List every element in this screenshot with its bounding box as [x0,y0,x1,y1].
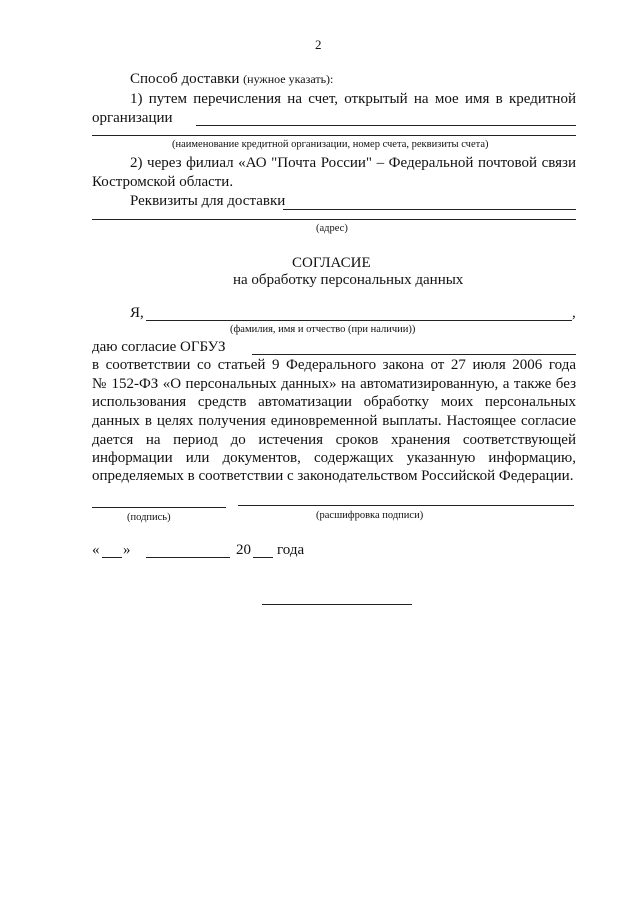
date-open-quote: « [92,542,100,558]
date-month-field[interactable] [146,557,230,558]
signature-decoding-caption: (расшифровка подписи) [316,510,424,521]
consent-subtitle: на обработку персональных данных [233,272,464,288]
consent-body-line: информации или документов, содержащих указанную информацию, [92,450,576,466]
date-close-quote: » [123,542,131,558]
consent-body-line: использования средств автоматизации обработку моих персональных [92,394,576,410]
bank-caption: (наименование кредитной организации, номер счета, реквизиты счета) [172,139,489,150]
signature-decoding-field[interactable] [238,505,574,506]
signature-caption: (подпись) [127,512,171,523]
organization-field[interactable] [252,354,576,355]
consent-body-line: в соответствии со статьей 9 Федерального закона от 27 июля 2006 года [92,357,576,373]
address-caption: (адрес) [316,223,348,234]
date-year-suffix: года [277,542,305,558]
delivery-heading [130,72,333,87]
delivery-option-1: 1) путем перечисления на счет, открытый на мое имя в кредитной [130,91,576,107]
full-name-field[interactable] [146,320,572,321]
consent-organization-label: даю согласие ОГБУЗ [92,339,226,355]
consent-title: СОГЛАСИЕ [292,255,371,271]
delivery-heading-text: Способ доставки [130,71,240,87]
date-year-field[interactable] [253,557,273,558]
consent-body-line: определяемых в соответствии с законодательством Российской Федерации. [92,468,574,484]
delivery-option-2-region: Костромской области. [92,174,234,190]
delivery-details-field[interactable] [283,209,576,210]
consent-body-line: № 152-ФЗ «О персональных данных» на автоматизированную, а также без [92,376,576,392]
delivery-option-2: 2) через филиал «АО "Почта России" – Федеральной почтовой связи [130,155,576,171]
signature-field[interactable] [92,507,226,508]
consent-body-line: дается на период до истечения сроков хранения соответствующей [92,432,576,448]
consent-i-label: Я, [130,305,144,321]
page-number: 2 [315,37,322,52]
delivery-heading-note: (нужное указать): [243,72,334,86]
consent-body-line: данных в целях получения единовременной выплаты. Настоящее согласие [92,413,576,429]
delivery-details-label: Реквизиты для доставки [130,193,286,209]
address-field[interactable] [92,219,576,220]
bank-details-field[interactable] [92,135,576,136]
delivery-option-1-org-label: организации [92,110,173,126]
consent-comma: , [572,305,576,321]
closing-divider [262,604,412,605]
date-day-field[interactable] [102,557,122,558]
bank-name-field[interactable] [196,125,576,126]
date-year-prefix: 20 [236,542,251,558]
full-name-caption: (фамилия, имя и отчество (при наличии)) [230,324,416,335]
